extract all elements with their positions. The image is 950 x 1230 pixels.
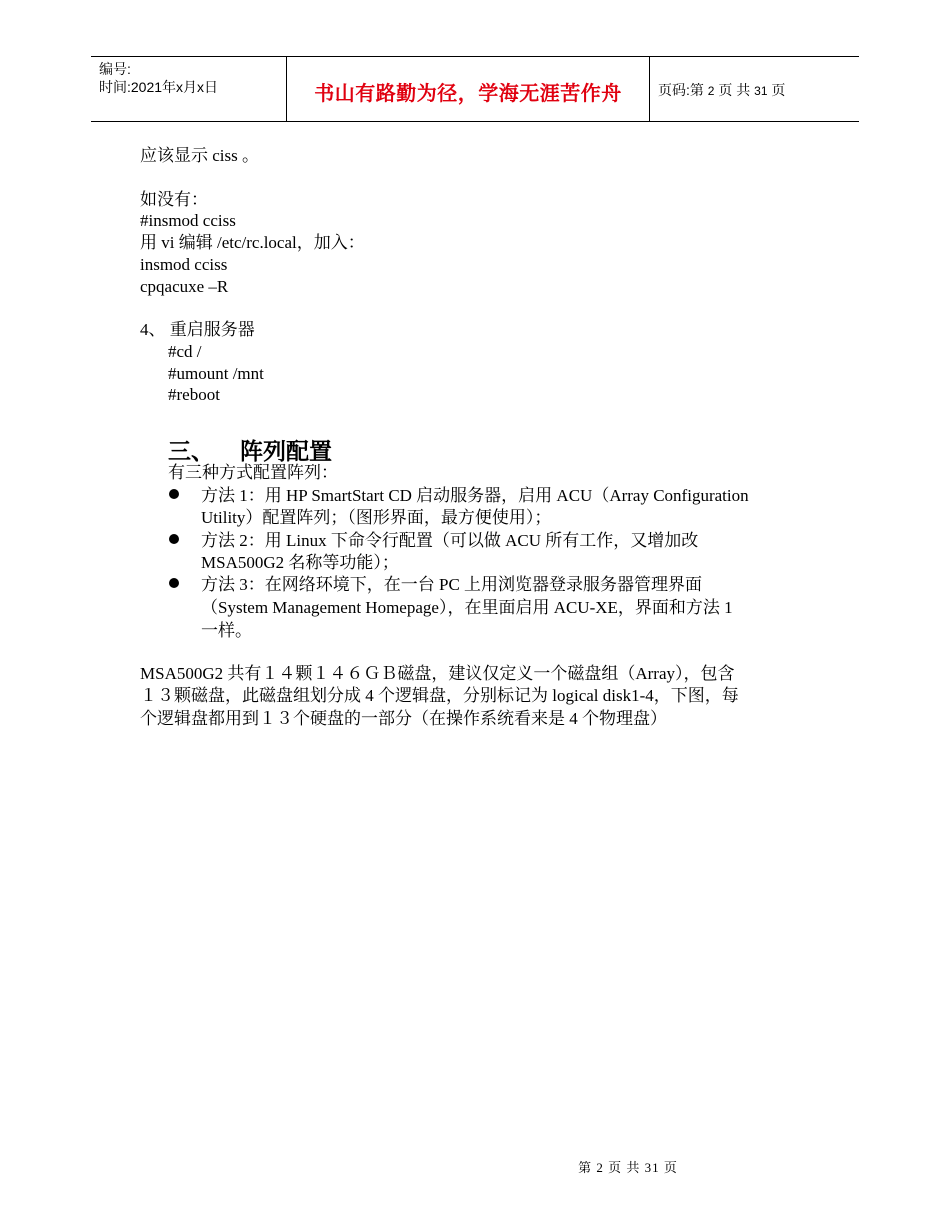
command-line: #insmod cciss bbox=[140, 211, 236, 230]
document-time: 时间:2021年x月x日 bbox=[99, 79, 219, 95]
list-item-line: （System Management Homepage），在里面启用 ACU-XE，界面和方法 1 bbox=[201, 598, 733, 617]
page-prefix: 页码:第 bbox=[658, 82, 704, 98]
command-line: #cd / bbox=[168, 342, 202, 361]
header-page-code bbox=[658, 80, 785, 100]
bullet-icon bbox=[169, 489, 179, 499]
section-title: 阵列配置 bbox=[240, 439, 332, 465]
command-line: insmod cciss bbox=[140, 255, 228, 274]
document-code-label: 编号: bbox=[99, 61, 131, 77]
bullet-icon bbox=[169, 578, 179, 588]
page-footer: 第 2 页 共 31 页 bbox=[578, 1160, 678, 1175]
body-text-line: 用 vi 编辑 /etc/rc.local，加入： bbox=[140, 233, 365, 252]
bullet-icon bbox=[169, 534, 179, 544]
header-motto: 书山有路勤为径，学海无涯苦作舟 bbox=[314, 81, 622, 105]
page-header bbox=[91, 56, 859, 122]
list-item-line: 方法 3：在网络环境下，在一台 PC 上用浏览器登录服务器管理界面 bbox=[201, 575, 703, 594]
page-number: 2 bbox=[707, 84, 715, 98]
command-line: #umount /mnt bbox=[168, 364, 264, 383]
page-mid: 页 共 bbox=[718, 82, 751, 98]
command-line: #reboot bbox=[168, 385, 220, 404]
list-item-line: MSA500G2 名称等功能）； bbox=[201, 553, 399, 572]
list-item-line: 一样。 bbox=[201, 621, 252, 640]
command-line: cpqacuxe –R bbox=[140, 277, 229, 296]
page-suffix: 页 bbox=[771, 82, 786, 98]
paragraph-line: MSA500G2 共有１４颗１４６ＧＢ磁盘，建议仅定义一个磁盘组（Array），包含 bbox=[140, 664, 735, 683]
body-text-line: 应该显示 ciss 。 bbox=[140, 146, 259, 165]
paragraph-line: １３颗磁盘，此磁盘组划分成 4 个逻辑盘，分别标记为 logical disk1-4，下图，每 bbox=[140, 686, 739, 705]
header-divider bbox=[649, 57, 650, 121]
step-heading: 4、 重启服务器 bbox=[140, 320, 255, 339]
list-item-line: 方法 1：用 HP SmartStart CD 启动服务器，启用 ACU（Array Configuration bbox=[201, 486, 749, 505]
section-number: 三、 bbox=[168, 439, 214, 465]
body-text-line: 如没有： bbox=[140, 190, 208, 209]
paragraph-line: 个逻辑盘都用到１３个硬盘的一部分（在操作系统看来是 4 个物理盘） bbox=[140, 709, 667, 728]
header-meta bbox=[99, 60, 218, 96]
list-item-line: Utility）配置阵列；（图形界面，最方便使用）； bbox=[201, 508, 552, 527]
section-intro: 有三种方式配置阵列： bbox=[168, 463, 338, 482]
page-total: 31 bbox=[754, 84, 768, 98]
list-item-line: 方法 2：用 Linux 下命令行配置（可以做 ACU 所有工作，又增加改 bbox=[201, 531, 699, 550]
